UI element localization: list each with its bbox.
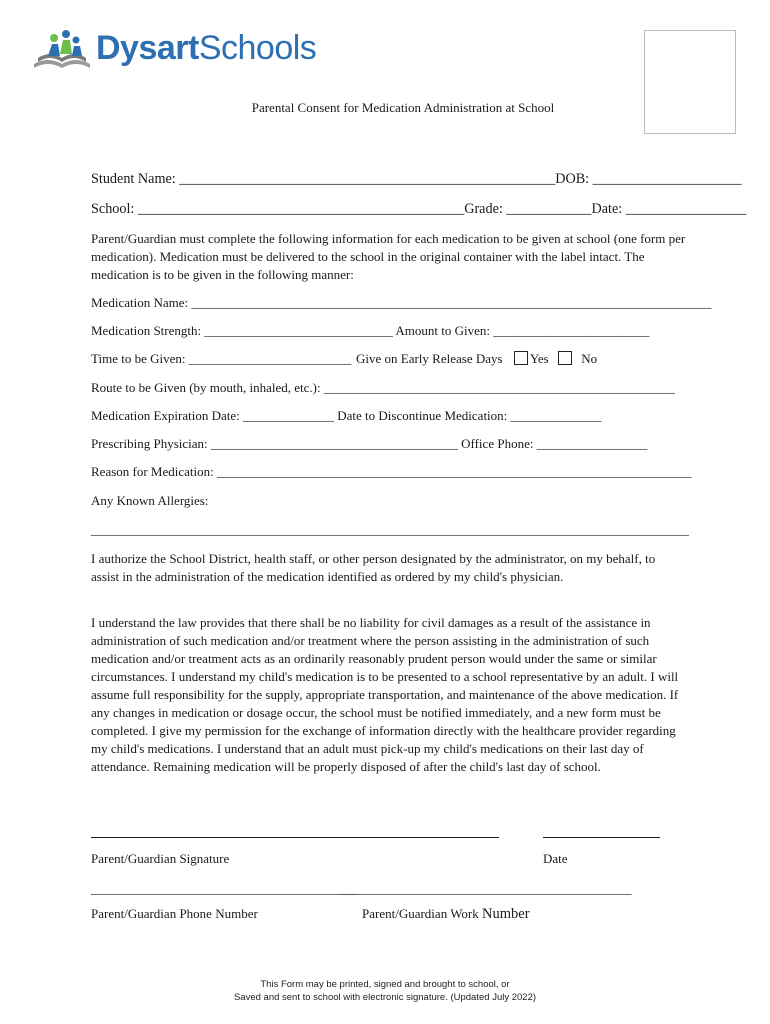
form-title: Parental Consent for Medication Administration at School <box>251 100 555 115</box>
dysart-schools-logo <box>30 24 330 74</box>
book-logo-icon <box>30 24 94 72</box>
no-label: No <box>581 351 598 366</box>
yes-label: Yes <box>529 351 549 366</box>
yes-checkbox[interactable] <box>514 351 528 365</box>
work-phone-prefix: Parent/Guardian Work <box>362 906 479 921</box>
authorization-text: I authorize the School District, health staff, or other person designated by the administrator, on my behalf, to assist in the administration of the medication identified as ordered by my child's physician. <box>91 551 656 584</box>
no-checkbox[interactable] <box>558 351 572 365</box>
liability-text: I understand the law provides that there shall be no liability for civil damages as a result of the assistance in administration of such medication and/or treatment where the person assisting in the administration of such medication and/or treatment acts as an ordinarily reasonably prudent person would under the same or similar circumstances. I understand my child's medication is to be presented to a school representative by an adult. I will assume full responsibility for the supply, appropriate transportation, and maintenance of the above medication. If any changes in medication or dosage occur, the school must be notified immediately, and a new form must be completed. I give my permission for the exchange of information directly with the healthcare provider regarding my child's medications. I understand that an adult must pick-up my child's medications on their last day of attendance. Remaining medication will be properly disposed of after the child's last day of school. <box>91 615 679 774</box>
student-name-field[interactable]: Student Name: _____________________________________________________DOB: _____________________ <box>91 171 742 187</box>
logo-light-text: Schools <box>198 29 317 67</box>
medication-strength-field[interactable]: Medication Strength: _____________________________ Amount to Given: ________________________ <box>91 323 650 338</box>
work-phone-line[interactable]: _____________________________________________ <box>339 881 632 896</box>
home-phone-label: Parent/Guardian Phone Number <box>91 906 258 921</box>
allergies-line[interactable]: ____________________________________________________________________________________________ <box>91 522 689 537</box>
work-phone-label <box>362 906 530 923</box>
footer-line-1: This Form may be printed, signed and brought to school, or <box>260 979 510 990</box>
physician-field[interactable]: Prescribing Physician: ______________________________________ Office Phone: _________________ <box>91 436 648 451</box>
home-phone-line[interactable]: _________________________________________ <box>91 881 358 896</box>
photo-box <box>644 30 736 134</box>
reason-field[interactable]: Reason for Medication: _________________________________________________________________________ <box>91 464 692 479</box>
allergies-label: Any Known Allergies: <box>91 493 209 508</box>
medication-name-field[interactable]: Medication Name: ________________________________________________________________________________ <box>91 295 712 310</box>
school-field[interactable]: School: ______________________________________________Grade: ____________Date: _________________ <box>91 201 747 217</box>
work-phone-suffix: Number <box>482 906 530 922</box>
early-release-label: Give on Early Release Days <box>356 351 503 366</box>
instructions-text: Parent/Guardian must complete the following information for each medication to be given at school (one form per medication). Medication must be delivered to the school in the original container with the label intact. The medication is to be given in the following manner: <box>91 231 686 282</box>
early-release-row <box>356 351 597 367</box>
route-field[interactable]: Route to be Given (by mouth, inhaled, etc.): ______________________________________________________ <box>91 380 675 395</box>
logo-bold-text: Dysart <box>96 29 199 67</box>
expiration-field[interactable]: Medication Expiration Date: ______________ Date to Discontinue Medication: ______________ <box>91 408 602 423</box>
parent-signature-label: Parent/Guardian Signature <box>91 851 230 866</box>
footer-line-2: Saved and sent to school with electronic signature. (Updated July 2022) <box>233 992 537 1003</box>
footer-note <box>0 978 770 1004</box>
time-to-be-given-field[interactable]: Time to be Given: _________________________ <box>91 351 352 366</box>
logo-wordmark <box>96 28 316 68</box>
signature-line[interactable] <box>91 837 499 838</box>
date-line[interactable] <box>543 837 660 838</box>
date-label: Date <box>543 851 568 866</box>
